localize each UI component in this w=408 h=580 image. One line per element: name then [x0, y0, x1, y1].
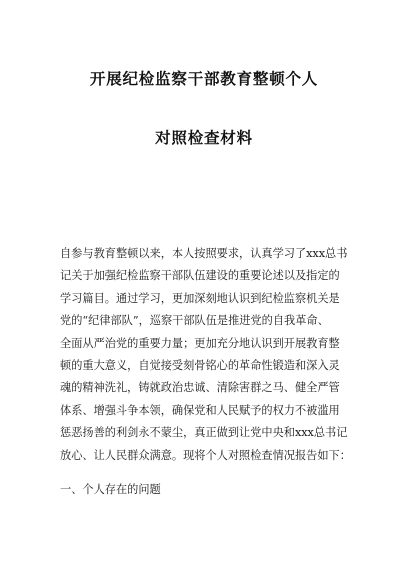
document-title-line-2: 对照检查材料 — [155, 128, 253, 147]
paragraph-line: 党的“纪律部队”，巡察干部队伍是推进党的自我革命、 — [60, 314, 329, 328]
paragraph-line: 学习篇目。通过学习，更加深刻地认识到纪检监察机关是 — [60, 291, 340, 305]
body-paragraph — [60, 243, 360, 467]
paragraph-line: 自参与教育整顿以来，本人按照要求，认真学习了xxx总书 — [60, 247, 348, 260]
document-title-line-1: 开展纪检监察干部教育整顿个人 — [89, 69, 319, 88]
paragraph-line: 顿的重大意义，自觉接受刻骨铭心的革命性锻造和深入灵 — [60, 358, 340, 372]
paragraph-line: 魂的精神洗礼，铸就政治忠诚、清除害群之马、健全严管 — [60, 381, 340, 395]
section-heading: 一、个人存在的问题 — [60, 483, 161, 496]
paragraph-line: 全面从严治党的重要力量；更加充分地认识到开展教育整 — [60, 336, 340, 350]
paragraph-line: 放心、让人民群众满意。现将个人对照检查情况报告如下： — [60, 448, 351, 462]
paragraph-line: 体系、增强斗争本领，确保党和人民赋予的权力不被滥用 — [60, 403, 340, 417]
paragraph-line: 记关于加强纪检监察干部队伍建设的重要论述以及指定的 — [60, 269, 340, 283]
paragraph-line: 惩恶扬善的利剑永不蒙尘，真正做到让党中央和xxx总书记 — [60, 426, 348, 440]
